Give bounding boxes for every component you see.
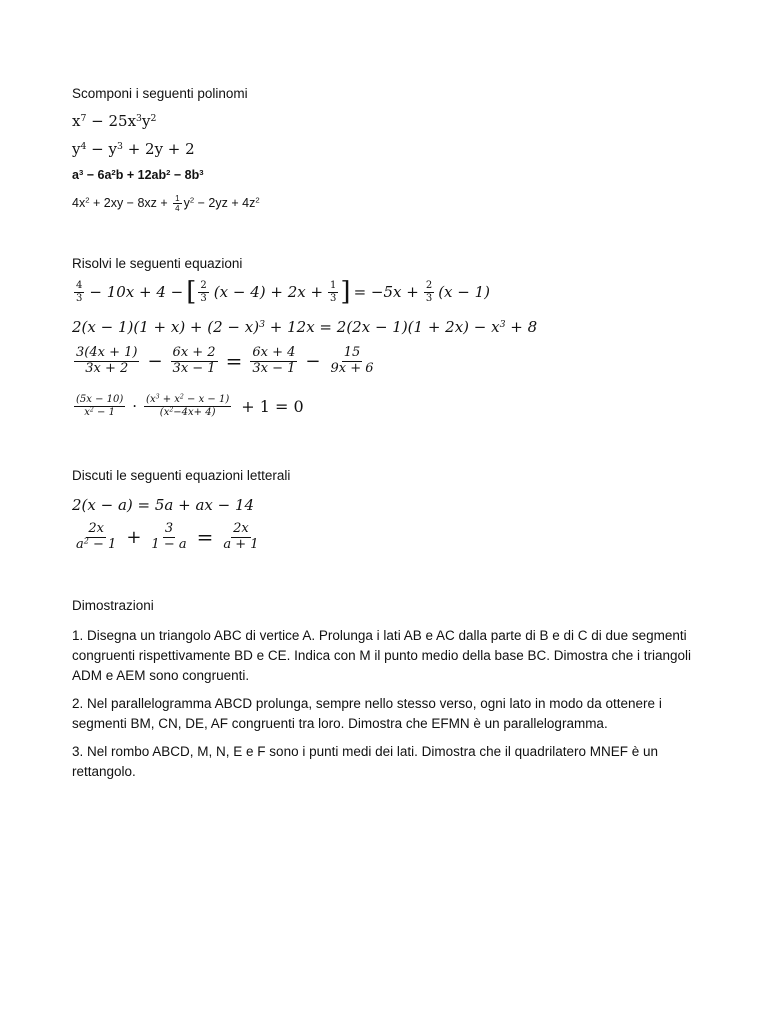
polynomial-4: $4x^2 + 2xy - 8xz$ + $\frac{1}{4}$ $y^2 - 2yz + 4z^2$ — [72, 194, 260, 214]
demonstration-1: 1. Disegna un triangolo ABC di vertice A. Prolunga i lati AB e AC dalla parte di B e di C di due segmenti congruenti rispettivamente BD e CE. Indica con M il punto medio della base BC. Dimostra che i triangoli ADM e AEM sono congruenti. — [72, 628, 692, 683]
section-title-dimostrazioni: Dimostrazioni — [72, 598, 154, 613]
demonstration-2: 2. Nel parallelogramma ABCD prolunga, sempre nello stesso verso, ogni lato in modo da ottenere i segmenti BM, CN, DE, AF congruenti tra loro. Dimostra che EFMN è un parallelogramma. — [72, 696, 662, 731]
fraction-one-quarter: $\frac{1}{4}$ — [175, 194, 180, 214]
polynomial-2: $y^4 - y^3 + 2y + 2$ — [72, 140, 195, 158]
literal-equation-1: 2(x − a) = 5a + ax − 14 — [72, 496, 255, 514]
equation-3: $\frac{3(4x + 1)}{3x + 2}$ − $\frac{6x + 2}{3x - 1}$ = $\frac{6x + 4}{3x - 1}$ − $\frac{15}{9x + 6}$ — [76, 345, 374, 376]
polynomial-3: $a^3 - 6a^2b + 12ab^2 - 8b^3$ — [72, 167, 204, 182]
polynomial-1: $x^7 - 25x^3y^2$ — [72, 112, 157, 130]
demonstration-3: 3. Nel rombo ABCD, M, N, E e F sono i punti medi dei lati. Dimostra che il quadrilatero MNEF è un rettangolo. — [72, 744, 658, 779]
section-title-letterali: Discuti le seguenti equazioni letterali — [72, 468, 291, 483]
equation-2: $2(x - 1)(1 + x) + (2 - x)^3 + 12x = 2(2x - 1)(1 + 2x) - x^3 + 8$ — [72, 318, 538, 336]
equation-4: $\frac{(5x - 10)}{x^2 - 1}$ · $\frac{(x^3 + x^2 - x - 1)}{(x^2-4x+ 4)}$ + 1 = 0 — [76, 393, 304, 418]
literal-equation-2: $\frac{2x}{a^2 - 1}$ + $\frac{3}{1 - a}$ = $\frac{2x}{a + 1}$ — [76, 521, 259, 552]
section-title-polinomi: Scomponi i seguenti polinomi — [72, 86, 248, 101]
section-title-equazioni: Risolvi le seguenti equazioni — [72, 256, 243, 271]
equation-1: $\frac{4}{3}$ − 10x + 4 − [ $\frac{2}{3}$ (x − 4) + 2x + $\frac{1}{3}$ ] = −5x + $\frac{2}{3}$ (x − 1) — [76, 277, 491, 307]
